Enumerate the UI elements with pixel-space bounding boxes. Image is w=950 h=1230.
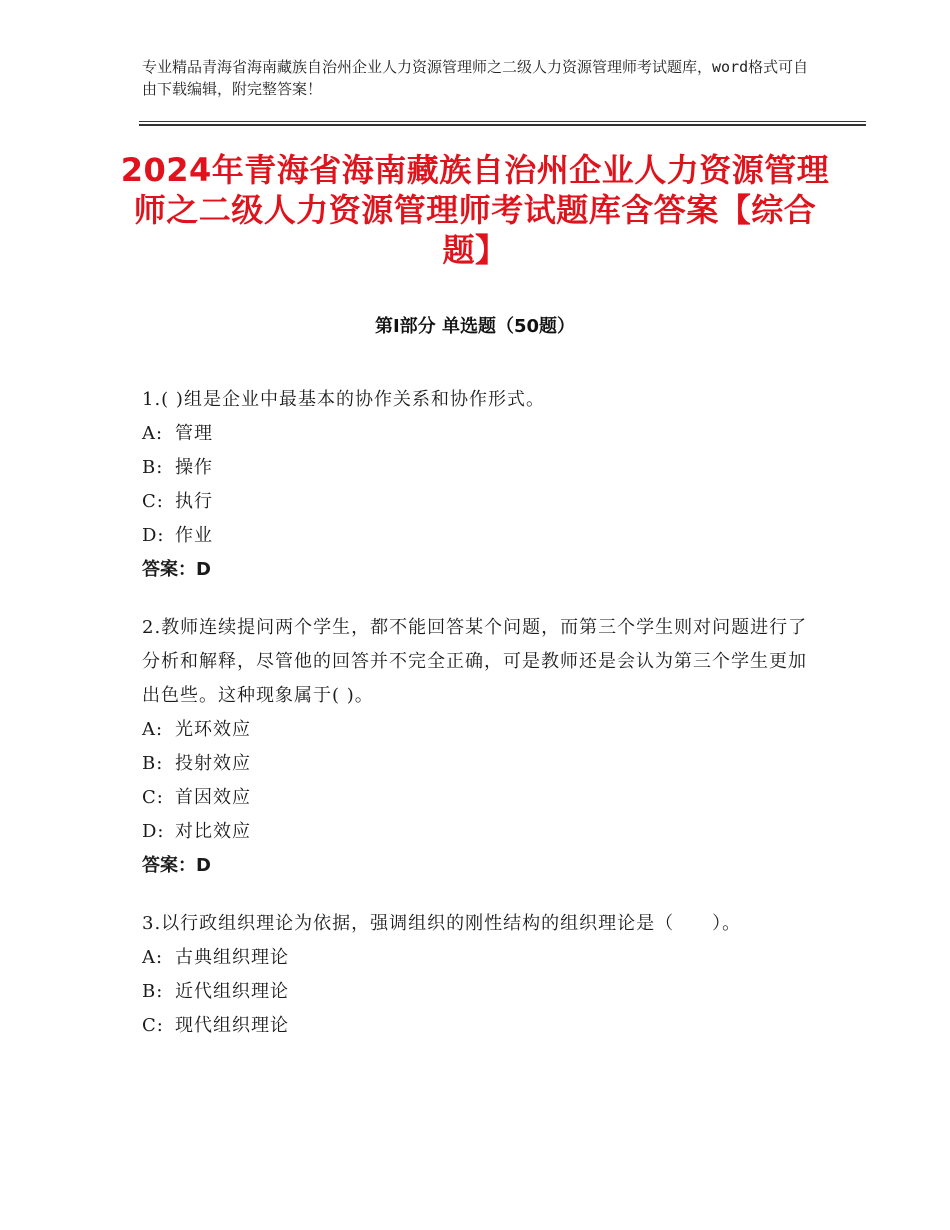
option-key: A: xyxy=(142,947,164,968)
question-3 xyxy=(142,907,812,1043)
question-stem: 2.教师连续提问两个学生，都不能回答某个问题，而第三个学生则对问题进行了分析和解释，尽管他的回答并不完全正确，可是教师还是会认为第三个学生更加出色些。这种现象属于( )。 xyxy=(142,617,808,706)
option-key: B: xyxy=(142,981,164,1002)
option-key: A: xyxy=(142,719,164,740)
option-text: 作业 xyxy=(175,525,213,546)
option-key: B: xyxy=(142,753,164,774)
option-c xyxy=(142,485,812,519)
option-text: 执行 xyxy=(175,491,213,512)
option-d xyxy=(142,815,812,849)
question-list xyxy=(142,383,812,1067)
option-text: 光环效应 xyxy=(175,719,251,740)
option-text: 古典组织理论 xyxy=(175,947,289,968)
option-key: C: xyxy=(142,787,164,808)
option-text: 近代组织理论 xyxy=(175,981,289,1002)
question-stem: 3.以行政组织理论为依据，强调组织的刚性结构的组织理论是（ ）。 xyxy=(142,913,742,934)
document-title: 2024年青海省海南藏族自治州企业人力资源管理师之二级人力资源管理师考试题库含答案【综合题】 xyxy=(120,151,830,269)
page-header xyxy=(142,56,822,100)
option-key: C: xyxy=(142,1015,164,1036)
header-text: 专业精品青海省海南藏族自治州企业人力资源管理师之二级人力资源管理师考试题库，word格式可自由下载编辑，附完整答案！ xyxy=(142,58,809,98)
question-2 xyxy=(142,611,812,883)
option-text: 现代组织理论 xyxy=(175,1015,289,1036)
option-b xyxy=(142,975,812,1009)
option-a xyxy=(142,713,812,747)
option-text: 管理 xyxy=(175,423,213,444)
option-key: D: xyxy=(142,821,165,842)
option-key: B: xyxy=(142,457,164,478)
option-a xyxy=(142,417,812,451)
option-text: 首因效应 xyxy=(175,787,251,808)
option-key: C: xyxy=(142,491,164,512)
option-text: 对比效应 xyxy=(175,821,251,842)
option-text: 操作 xyxy=(175,457,213,478)
answer-line: 答案：D xyxy=(142,559,211,580)
option-c xyxy=(142,781,812,815)
option-key: A: xyxy=(142,423,164,444)
option-text: 投射效应 xyxy=(175,753,251,774)
section-heading: 第Ⅰ部分 单选题（50题） xyxy=(374,316,575,337)
option-key: D: xyxy=(142,525,165,546)
option-d xyxy=(142,519,812,553)
option-b xyxy=(142,451,812,485)
question-stem: 1.( )组是企业中最基本的协作关系和协作形式。 xyxy=(142,389,545,410)
header-divider xyxy=(139,121,866,127)
option-b xyxy=(142,747,812,781)
answer-line: 答案：D xyxy=(142,855,211,876)
option-c xyxy=(142,1009,812,1043)
option-a xyxy=(142,941,812,975)
question-1 xyxy=(142,383,812,587)
